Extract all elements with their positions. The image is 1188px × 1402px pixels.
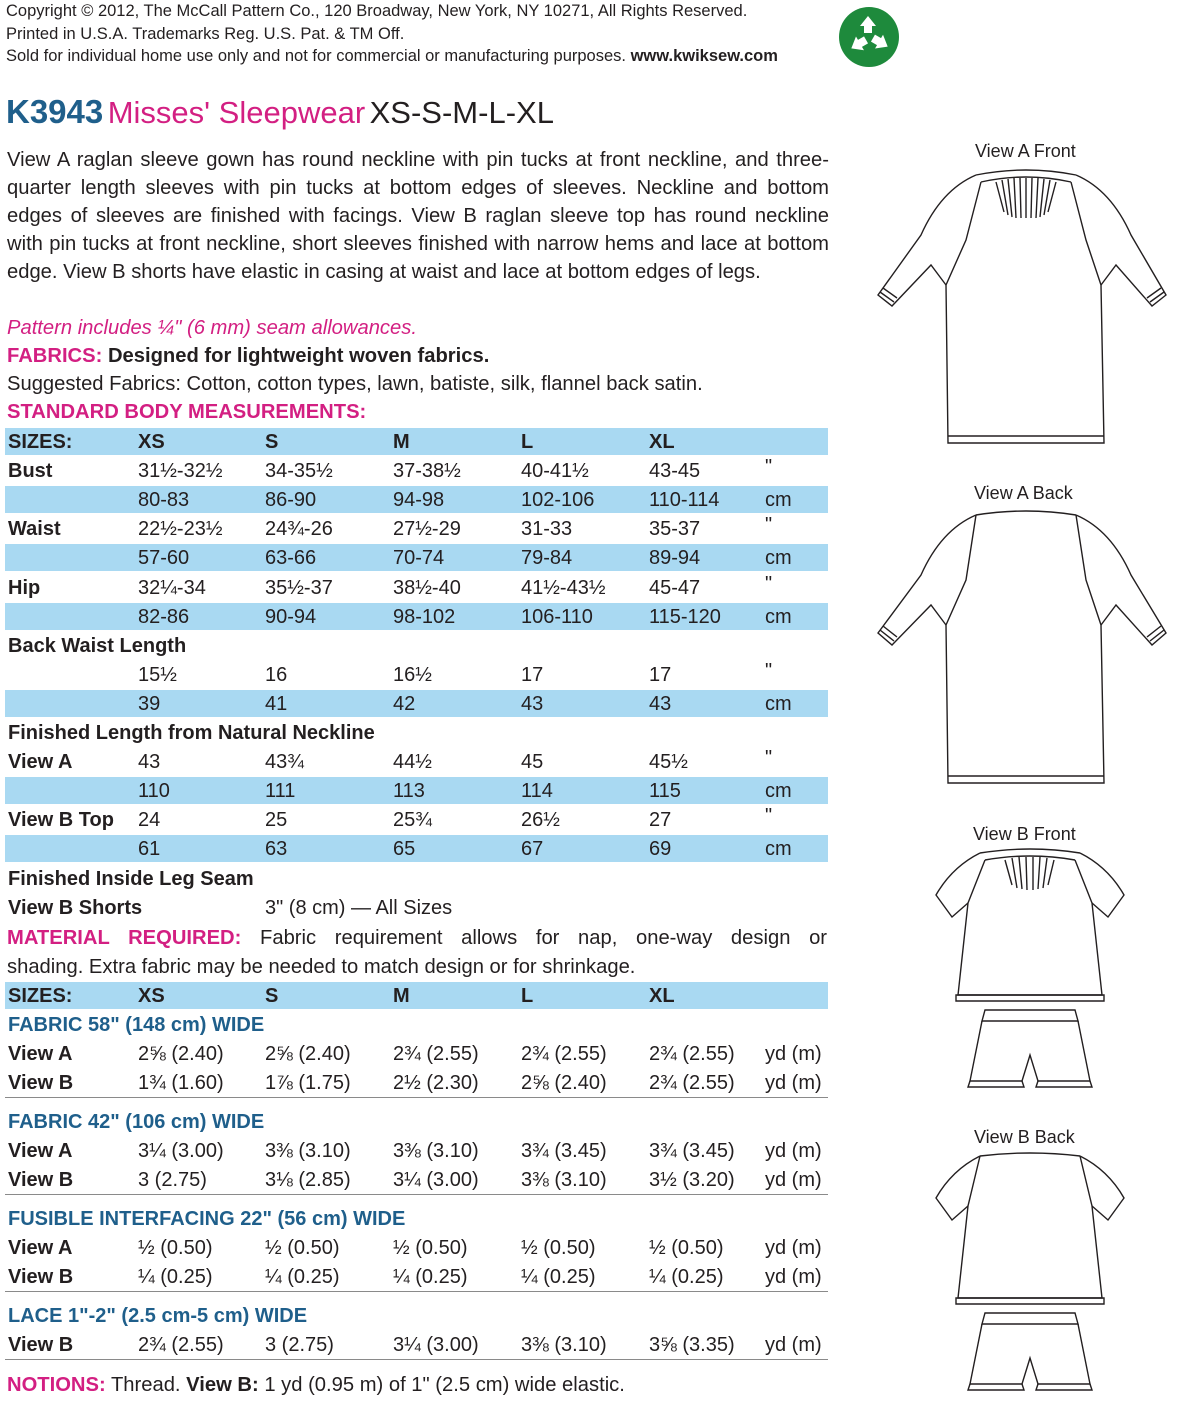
material-sizes-label: SIZES: [8, 985, 73, 1007]
measurement-value: 115-120 [649, 605, 721, 628]
material-line-1 [7, 924, 827, 952]
copyright-line-2: Printed in U.S.A. Trademarks Reg. U.S. Pat. & TM Off. [6, 24, 405, 43]
material-unit: yd (m) [765, 1140, 822, 1162]
fabrics-line [7, 342, 489, 370]
material-value: 3 (2.75) [265, 1334, 334, 1356]
material-value: 2⅝ (2.40) [521, 1072, 607, 1094]
measurement-value: 42 [393, 692, 416, 715]
measurement-value: 98-102 [393, 605, 456, 628]
notions-text-1: Thread. [110, 1374, 181, 1396]
measurement-value: 38½-40 [393, 576, 461, 599]
material-value: 2¾ (2.55) [521, 1043, 607, 1065]
measurement-value: 41½-43½ [521, 576, 606, 599]
measurement-value: 67 [521, 838, 544, 861]
size-col-l: L [521, 431, 534, 453]
material-section-title: FUSIBLE INTERFACING 22" (56 cm) WIDE [8, 1208, 406, 1230]
measurement-value: 43 [649, 692, 672, 715]
material-value: 2⅝ (2.40) [138, 1043, 224, 1065]
measurement-value: 16½ [393, 663, 432, 686]
notions-line [7, 1371, 625, 1399]
recycle-icon [838, 6, 900, 68]
measurement-value: 57-60 [138, 547, 190, 570]
material-unit: yd (m) [765, 1237, 822, 1259]
material-size-col-xl: XL [649, 985, 675, 1007]
material-header-band [5, 982, 828, 1009]
measurement-row-label: Finished Length from Natural Neckline [8, 722, 375, 744]
measurement-unit: cm [765, 605, 792, 628]
measurement-value: 79-84 [521, 547, 573, 570]
view-b-front-label: View B Front [973, 824, 1076, 844]
material-value: 3¼ (3.00) [138, 1140, 224, 1162]
measurement-cm-band [5, 835, 828, 862]
pattern-number: K3943 [6, 93, 104, 130]
measurement-value: 15½ [138, 663, 177, 686]
measurement-value: 45 [521, 751, 544, 774]
material-unit: yd (m) [765, 1169, 822, 1191]
copyright-line-3-text: Sold for individual home use only and not for commercial or manufacturing purposes. [6, 47, 626, 65]
measurement-value: 16 [265, 663, 288, 686]
material-value: 3¼ (3.00) [393, 1334, 479, 1356]
measurement-unit: cm [765, 547, 792, 570]
material-line-2: shading. Extra fabric may be needed to match design or for shrinkage. [7, 956, 636, 978]
material-value: ¼ (0.25) [265, 1266, 340, 1288]
measurement-row-label: Waist [8, 518, 61, 541]
material-value: 3 (2.75) [138, 1169, 207, 1191]
material-value: 2¾ (2.55) [393, 1043, 479, 1065]
view-b-front-illustration [930, 845, 1130, 1095]
measurement-unit: " [765, 805, 773, 828]
measurement-unit: " [765, 456, 773, 479]
measurement-value: 45½ [649, 751, 688, 774]
material-text-1: Fabric requirement allows for nap, one-way design or [260, 927, 828, 949]
pattern-title [6, 92, 554, 139]
shorts-value: 3" (8 cm) — All Sizes [265, 896, 453, 919]
section-separator [5, 1097, 828, 1098]
material-value: 3⅝ (3.35) [649, 1334, 735, 1356]
measurement-value: 63 [265, 838, 288, 861]
measurement-value: 102-106 [521, 489, 595, 512]
measurement-value: 43-45 [649, 460, 701, 483]
measurement-value: 27½-29 [393, 518, 461, 541]
measurement-value: 80-83 [138, 489, 190, 512]
material-value: ½ (0.50) [521, 1237, 596, 1259]
material-size-col-l: L [521, 985, 534, 1007]
measurement-unit: cm [765, 838, 792, 861]
measurement-value: 86-90 [265, 489, 317, 512]
measurement-value: 34-35½ [265, 460, 333, 483]
measurement-value: 31½-32½ [138, 460, 223, 483]
measurement-value: 111 [265, 780, 296, 803]
material-row-label: View A [8, 1140, 73, 1162]
material-unit: yd (m) [765, 1072, 822, 1094]
measurement-value: 82-86 [138, 605, 190, 628]
material-value: 1⅞ (1.75) [265, 1072, 351, 1094]
measurement-value: 113 [393, 780, 425, 803]
measurement-unit: cm [765, 692, 792, 715]
copyright-line-1: Copyright © 2012, The McCall Pattern Co., 120 Broadway, New York, NY 10271, All Rights Reserved. [6, 2, 748, 20]
material-value: 2¾ (2.55) [649, 1043, 735, 1065]
measurement-value: 17 [649, 663, 672, 686]
material-value: 3½ (3.20) [649, 1169, 735, 1191]
measurement-value: 39 [138, 692, 161, 715]
measurement-value: 24 [138, 809, 161, 832]
material-value: ¼ (0.25) [393, 1266, 468, 1288]
view-a-back-label: View A Back [974, 483, 1073, 503]
measurement-value: 43¾ [265, 751, 304, 774]
measurements-heading: STANDARD BODY MEASUREMENTS: [7, 401, 367, 423]
size-col-xl: XL [649, 431, 675, 453]
material-row-label: View B [8, 1266, 74, 1288]
material-section-title: FABRIC 42" (106 cm) WIDE [8, 1111, 265, 1133]
pattern-sizes: XS-S-M-L-XL [369, 95, 554, 130]
material-value: ½ (0.50) [138, 1237, 213, 1259]
fabrics-label: FABRICS: [7, 345, 103, 367]
measurement-value: 63-66 [265, 547, 317, 570]
measurement-value: 27 [649, 809, 672, 832]
material-value: 2¾ (2.55) [649, 1072, 735, 1094]
measurement-value: 115 [649, 780, 681, 803]
material-value: 3¾ (3.45) [649, 1140, 735, 1162]
section-separator [5, 1194, 828, 1195]
material-value: 3⅜ (3.10) [521, 1334, 607, 1356]
measurements-header-band [5, 428, 828, 455]
material-value: ¼ (0.25) [138, 1266, 213, 1288]
measurement-value: 43 [138, 751, 161, 774]
measurement-value: 90-94 [265, 605, 317, 628]
measurement-row-label: View A [8, 751, 73, 774]
shorts-label: View B Shorts [8, 896, 143, 919]
view-a-back-illustration [866, 505, 1176, 790]
measurement-value: 26½ [521, 809, 560, 832]
section-separator [5, 1359, 828, 1360]
material-value: 3¼ (3.00) [393, 1169, 479, 1191]
material-value: ½ (0.50) [393, 1237, 468, 1259]
measurement-value: 32¼-34 [138, 576, 206, 599]
size-col-xs: XS [138, 431, 165, 453]
measurement-row-label: Hip [8, 576, 41, 599]
view-b-back-illustration [930, 1148, 1130, 1398]
measurement-value: 17 [521, 663, 544, 686]
website-link[interactable]: www.kwiksew.com [630, 47, 778, 65]
measurement-value: 43 [521, 692, 544, 715]
material-value: 2½ (2.30) [393, 1072, 479, 1094]
measurement-row-label: View B Top [8, 809, 114, 832]
measurement-value: 69 [649, 838, 672, 861]
view-a-front-label: View A Front [975, 141, 1076, 161]
measurement-value: 114 [521, 780, 553, 803]
copyright-line-3 [6, 45, 836, 68]
pattern-description: View A raglan sleeve gown has round neckline with pin tucks at front neckline, and three-quarter length sleeves with pin tucks at bottom edges of sleeves. Neckline and bottom edges of sleeves are finished with facings. View B raglan sleeve top has round neckline with pin tucks at front neckline, short sleeves finished with narrow hems and lace at bottom edge. View B shorts have elastic in casing at waist and lace at bottom edges of legs. [7, 149, 829, 283]
measurement-value: 25 [265, 809, 288, 832]
material-row-label: View B [8, 1334, 74, 1356]
size-col-m: M [393, 431, 410, 453]
measurement-row-label: Back Waist Length [8, 634, 187, 657]
material-unit: yd (m) [765, 1266, 822, 1288]
measurement-value: 106-110 [521, 605, 593, 628]
material-value: 1¾ (1.60) [138, 1072, 224, 1094]
view-a-front-illustration [866, 160, 1176, 450]
measurement-unit: cm [765, 780, 792, 803]
material-unit: yd (m) [765, 1043, 822, 1065]
measurement-value: 45-47 [649, 576, 701, 599]
notions-view-b-label: View B: [186, 1374, 259, 1396]
pattern-name: Misses' Sleepwear [107, 95, 366, 130]
measurement-value: 89-94 [649, 547, 701, 570]
measurement-unit: " [765, 572, 773, 595]
material-value: 2⅝ (2.40) [265, 1043, 351, 1065]
measurement-cm-band [5, 690, 828, 717]
measurement-unit: " [765, 747, 773, 770]
measurement-value: 40-41½ [521, 460, 589, 483]
measurement-value: 24¾-26 [265, 518, 333, 541]
measurement-value: 70-74 [393, 547, 445, 570]
material-section-title: LACE 1"-2" (2.5 cm-5 cm) WIDE [8, 1305, 308, 1327]
material-value: 3⅜ (3.10) [393, 1140, 479, 1162]
section-separator [5, 1291, 828, 1292]
measurement-value: 110 [138, 780, 170, 803]
sizes-header-label: SIZES: [8, 431, 73, 453]
notions-text-2: 1 yd (0.95 m) of 1" (2.5 cm) wide elastic. [264, 1374, 625, 1396]
size-col-s: S [265, 431, 279, 453]
measurement-value: 22½-23½ [138, 518, 223, 541]
material-value: 3⅛ (2.85) [265, 1169, 351, 1191]
material-size-col-m: M [393, 985, 410, 1007]
material-label: MATERIAL REQUIRED: [7, 927, 242, 949]
material-value: 2¾ (2.55) [138, 1334, 224, 1356]
suggested-fabrics: Suggested Fabrics: Cotton, cotton types, lawn, batiste, silk, flannel back satin. [7, 373, 703, 395]
material-row-label: View B [8, 1072, 74, 1094]
view-b-back-label: View B Back [974, 1127, 1075, 1147]
material-value: ¼ (0.25) [521, 1266, 596, 1288]
measurement-unit: cm [765, 489, 792, 512]
measurement-value: 35-37 [649, 518, 701, 541]
copyright-block [6, 0, 836, 68]
measurement-unit: " [765, 659, 773, 682]
measurement-value: 65 [393, 838, 416, 861]
material-row-label: View A [8, 1237, 73, 1259]
material-value: ½ (0.50) [265, 1237, 340, 1259]
material-size-col-s: S [265, 985, 279, 1007]
material-size-col-xs: XS [138, 985, 165, 1007]
material-value: 3⅜ (3.10) [521, 1169, 607, 1191]
notions-label: NOTIONS: [7, 1374, 106, 1396]
material-unit: yd (m) [765, 1334, 822, 1356]
fabrics-text: Designed for lightweight woven fabrics. [107, 345, 490, 367]
material-value: ½ (0.50) [649, 1237, 724, 1259]
measurement-value: 35½-37 [265, 576, 333, 599]
material-section-title: FABRIC 58" (148 cm) WIDE [8, 1014, 265, 1036]
material-value: 3⅜ (3.10) [265, 1140, 351, 1162]
measurement-row-label: Finished Inside Leg Seam [8, 867, 254, 890]
measurement-value: 94-98 [393, 489, 445, 512]
measurement-value: 25¾ [393, 809, 432, 832]
seam-allowance-note: Pattern includes ¼" (6 mm) seam allowances. [7, 317, 417, 339]
measurement-unit: " [765, 514, 773, 537]
material-row-label: View A [8, 1043, 73, 1065]
measurement-value: 31-33 [521, 518, 573, 541]
material-value: ¼ (0.25) [649, 1266, 724, 1288]
measurement-row-label: Bust [8, 460, 53, 483]
measurement-value: 110-114 [649, 489, 720, 512]
material-value: 3¾ (3.45) [521, 1140, 607, 1162]
measurement-value: 37-38½ [393, 460, 461, 483]
measurement-value: 61 [138, 838, 161, 861]
measurement-value: 41 [265, 692, 288, 715]
material-row-label: View B [8, 1169, 74, 1191]
measurement-value: 44½ [393, 751, 432, 774]
